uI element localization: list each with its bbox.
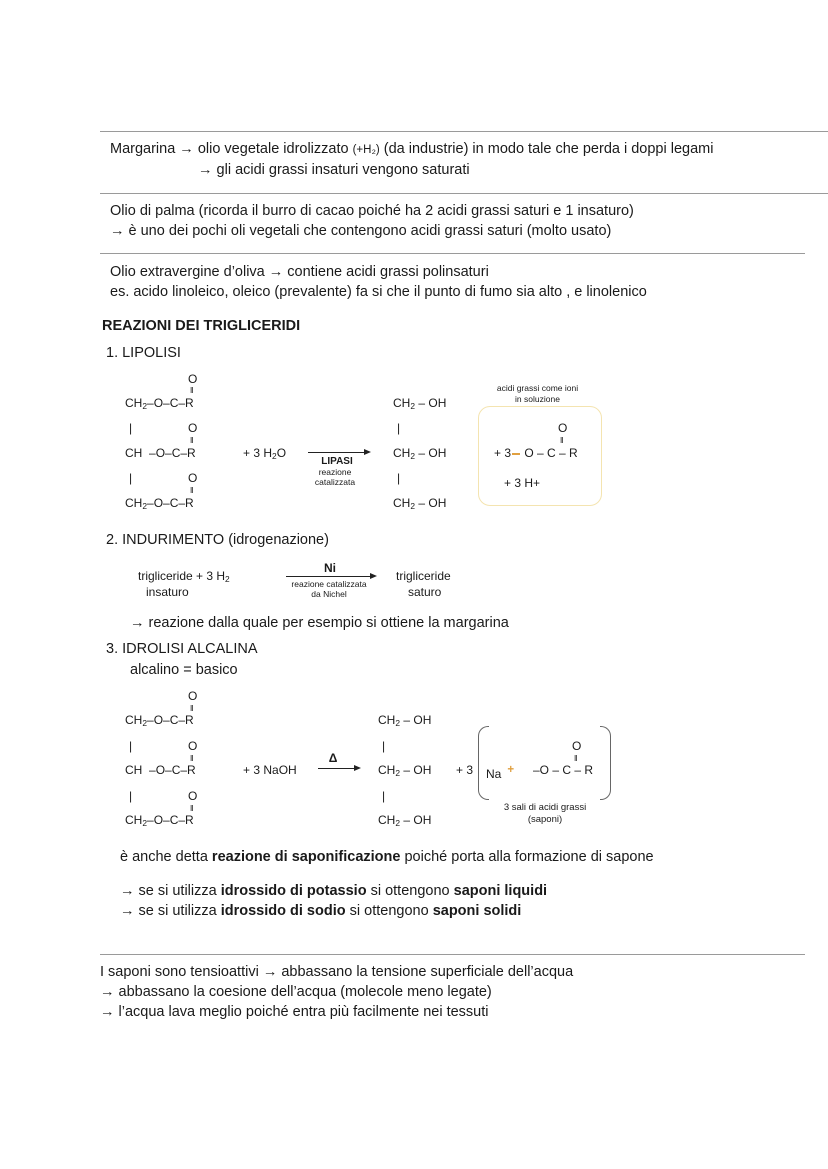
saponi-line-2: → abbassano la coesione dell’acqua (molecole meno legate): [100, 984, 492, 1000]
idrolisi-reagent: + 3 NaOH: [243, 763, 297, 777]
lipolisi-dbl-1: II: [190, 386, 193, 395]
divider-2: [100, 193, 828, 194]
salts-na: Na +: [486, 764, 515, 781]
section-title: REAZIONI DEI TRIGLICERIDI: [102, 318, 301, 334]
salts-note-2: (saponi): [527, 814, 563, 825]
ion-dbl: II: [560, 436, 563, 445]
idrolisi-glycerol-bar-1: |: [382, 739, 386, 753]
divider-4: [100, 954, 805, 955]
lipolisi-o-3: O: [188, 471, 198, 485]
oliva-line-1: Olio extravergine d’oliva → contiene acidi grassi polinsaturi: [110, 264, 489, 280]
lipolisi-arrow-line: [308, 452, 366, 453]
salts-bracket-right: [600, 726, 611, 800]
lipolisi-enzyme-note-1: reazione: [318, 467, 352, 477]
ions-note-2: in soluzione: [515, 394, 560, 404]
oliva-line-2: es. acido linoleico, oleico (prevalente) fa si che il punto di fumo sia alto , e linolenico: [110, 284, 647, 300]
indurimento-cat-note-1: reazione catalizzata: [291, 579, 367, 589]
indurimento-heading: 2. INDURIMENTO (idrogenazione): [106, 532, 329, 548]
ion-o: O: [558, 421, 568, 435]
indurimento-arrow-head: [370, 573, 377, 579]
idrolisi-subheading: alcalino = basico: [130, 662, 238, 678]
salts-o: O: [572, 739, 582, 753]
lipolisi-enzyme-note-2: catalizzata: [314, 477, 356, 487]
idrolisi-dbl-3: II: [190, 804, 193, 813]
ion-row: + 3 O – C – R: [494, 446, 578, 460]
indurimento-left-top: trigliceride + 3 $H_2$: [138, 569, 230, 585]
idrolisi-o-2: O: [188, 739, 198, 753]
idrolisi-o-1: O: [188, 689, 198, 703]
glycerol-row-2: $CH_2$ – OH: [393, 446, 447, 462]
saponi-line-3: → l’acqua lava meglio poiché entra più facilmente nei tessuti: [100, 1004, 489, 1020]
idrolisi-glycerol-bar-2: |: [382, 789, 386, 803]
ions-note-1: acidi grassi come ioni: [496, 383, 579, 393]
palma-line-1: Olio di palma (ricorda il burro di cacao poiché ha 2 acidi grassi saturi e 1 insaturo): [110, 203, 634, 219]
potassio-line: → se si utilizza idrossido di potassio si ottengono saponi liquidi: [120, 883, 548, 899]
idrolisi-delta: Δ: [328, 751, 338, 765]
indurimento-arrow-line: [286, 576, 372, 577]
lipolisi-arrow-head: [364, 449, 371, 455]
lipolisi-bar-1: |: [129, 421, 133, 435]
indurimento-catalyst: Ni: [324, 561, 336, 575]
idrolisi-glycerol-1: $CH_2$ – OH: [378, 713, 432, 729]
idrolisi-bar-1: |: [129, 739, 133, 753]
idrolisi-dbl-2: II: [190, 754, 193, 763]
lipolisi-heading: 1. LIPOLISI: [106, 345, 181, 361]
saponificazione-line: è anche detta reazione di saponificazione poiché porta alla formazione di sapone: [120, 849, 654, 865]
divider-1: [100, 131, 828, 132]
idrolisi-heading: 3. IDROLISI ALCALINA: [106, 641, 258, 657]
idrolisi-row-3: $CH_2-O-C-R$: [125, 813, 194, 829]
lipolisi-row-2: CH –O–C–R: [125, 446, 196, 460]
idrolisi-arrow-line: [318, 768, 356, 769]
salts-group: –O – C – R: [533, 763, 594, 777]
indurimento-right-top: trigliceride: [396, 569, 451, 583]
lipolisi-dbl-3: II: [190, 486, 193, 495]
lipolisi-bar-2: |: [129, 471, 133, 485]
palma-line-2: → è uno dei pochi oli vegetali che contengono acidi grassi saturi (molto usato): [110, 223, 612, 239]
glycerol-row-1: $CH_2$ – OH: [393, 396, 447, 412]
idrolisi-glycerol-2: $CH_2$ – OH: [378, 763, 432, 779]
sodio-line: → se si utilizza idrossido di sodio si ottengono saponi solidi: [120, 903, 522, 919]
margarina-line-1: Margarina → olio vegetale idrolizzato (+H₂) (da industrie) in modo tale che perda i doppi legami: [110, 141, 714, 157]
idrolisi-row-2: CH –O–C–R: [125, 763, 196, 777]
lipolisi-reagent: + 3 $H_2O$: [243, 446, 287, 462]
salts-dbl: II: [574, 754, 577, 763]
idrolisi-coef: + 3: [456, 763, 474, 777]
lipolisi-row-3: $CH_2-O-C-R$: [125, 496, 194, 512]
glycerol-bar-1: |: [397, 421, 401, 435]
glycerol-bar-2: |: [397, 471, 401, 485]
idrolisi-dbl-1: II: [190, 704, 193, 713]
idrolisi-bar-2: |: [129, 789, 133, 803]
idrolisi-row-1: $CH_2-O-C-R$: [125, 713, 194, 729]
lipolisi-o-2: O: [188, 421, 198, 435]
indurimento-cat-note-2: da Nichel: [311, 589, 347, 599]
salts-note-1: 3 sali di acidi grassi: [503, 802, 587, 813]
indurimento-right-bottom: saturo: [408, 585, 442, 599]
saponi-line-1: I saponi sono tensioattivi → abbassano la tensione superficiale dell’acqua: [100, 964, 574, 980]
margarina-line-2: → gli acidi grassi insaturi vengono saturati: [198, 162, 470, 178]
lipolisi-enzyme: LIPASI: [321, 456, 353, 467]
lipolisi-dbl-2: II: [190, 436, 193, 445]
glycerol-row-3: $CH_2$ – OH: [393, 496, 447, 512]
lipolisi-o-1: O: [188, 372, 198, 386]
idrolisi-o-3: O: [188, 789, 198, 803]
lipolisi-row-1: $CH_2-O-C-R$: [125, 396, 194, 412]
indurimento-note: → reazione dalla quale per esempio si ottiene la margarina: [130, 615, 509, 631]
ion-h-plus: + 3 H+: [504, 476, 541, 490]
salts-bracket-left: [478, 726, 489, 800]
idrolisi-arrow-head: [354, 765, 361, 771]
indurimento-left-bottom: insaturo: [146, 585, 189, 599]
idrolisi-glycerol-3: $CH_2$ – OH: [378, 813, 432, 829]
divider-3: [100, 253, 805, 254]
